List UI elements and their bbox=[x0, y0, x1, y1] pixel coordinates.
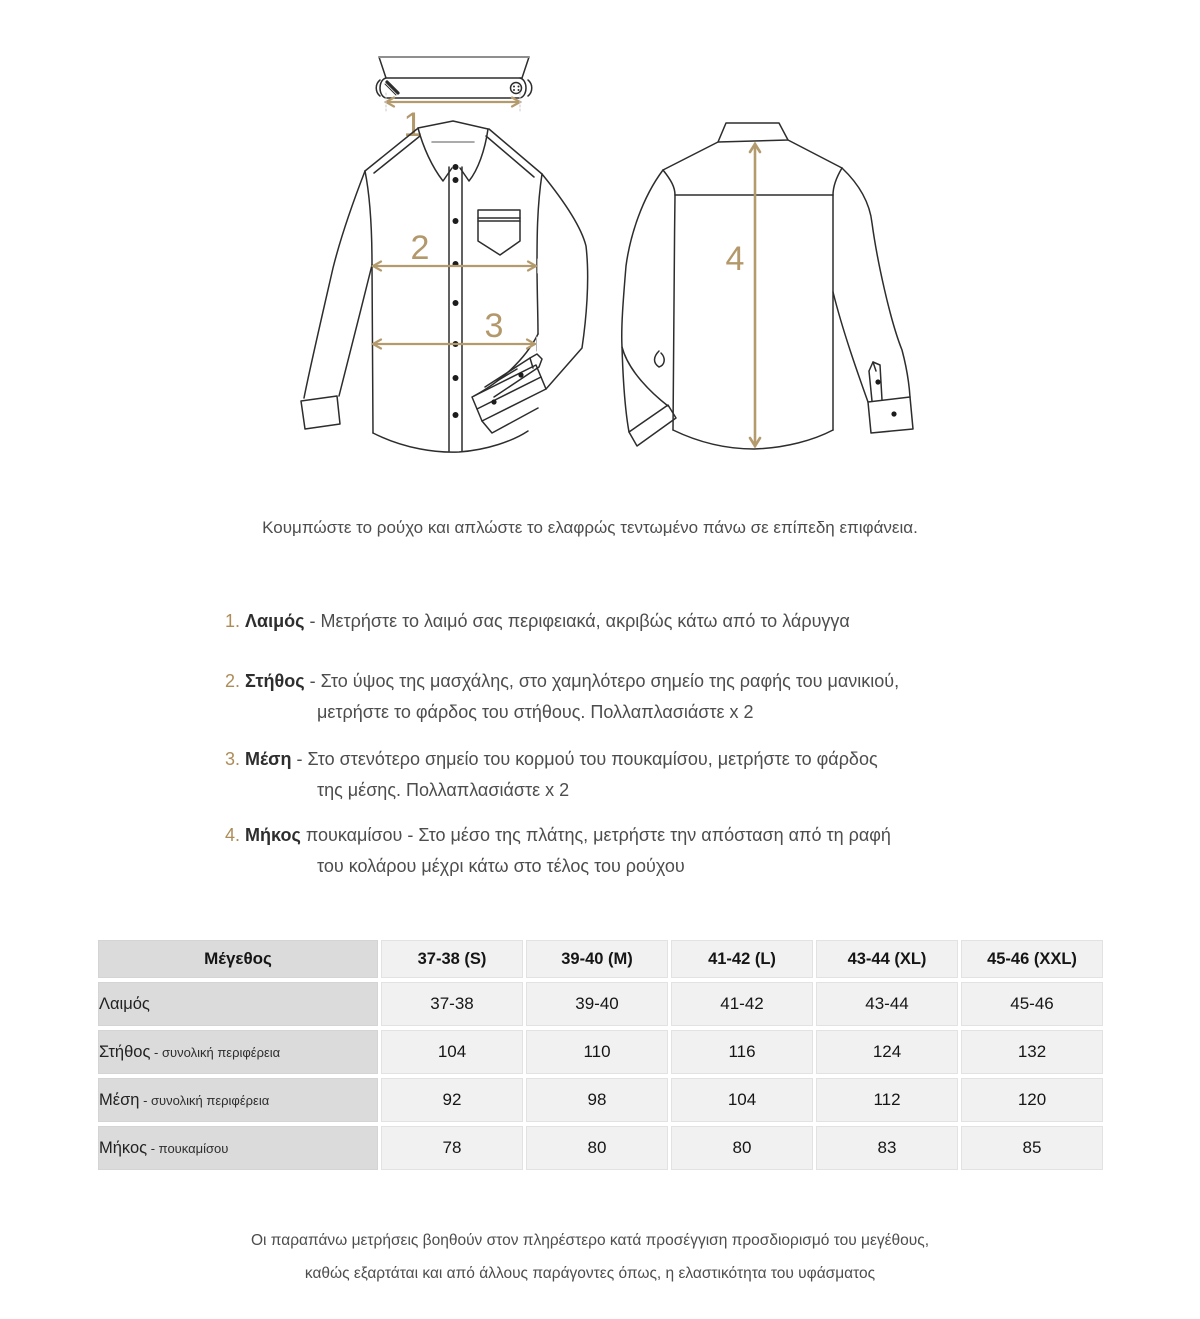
instruction-number: 3. bbox=[225, 749, 241, 769]
table-row-waist bbox=[98, 1078, 1103, 1122]
table-row-neck bbox=[98, 982, 1103, 1026]
size-value-cell: 85 bbox=[961, 1126, 1103, 1170]
size-value-cell: 104 bbox=[381, 1030, 523, 1074]
size-column-header: 45-46 (XXL) bbox=[961, 940, 1103, 978]
measurement-label: Στήθος - συνολική περιφέρεια bbox=[98, 1030, 378, 1074]
size-table bbox=[95, 936, 1106, 1174]
shirt-measurement-diagram bbox=[280, 40, 940, 500]
size-value-cell: 116 bbox=[671, 1030, 813, 1074]
size-value-cell: 78 bbox=[381, 1126, 523, 1170]
instruction-item-waist bbox=[225, 744, 1015, 806]
instruction-text-line2: του κολάρου μέχρι κάτω στο τέλος του ρούχου bbox=[317, 856, 685, 876]
size-value-cell: 132 bbox=[961, 1030, 1103, 1074]
measure-label-collar: 1 bbox=[403, 106, 423, 144]
instruction-text: - Στο ύψος της μασχάλης, στο χαμηλότερο σημείο της ραφής του μανικιού, bbox=[309, 671, 900, 691]
size-table-header-row bbox=[98, 940, 1103, 978]
back-shirt-drawing bbox=[622, 123, 913, 449]
instruction-text-line2: της μέσης. Πολλαπλασιάστε x 2 bbox=[317, 780, 570, 800]
size-value-cell: 124 bbox=[816, 1030, 958, 1074]
instruction-term: Στήθος bbox=[245, 671, 305, 691]
size-value-cell: 39-40 bbox=[526, 982, 668, 1026]
table-row-chest bbox=[98, 1030, 1103, 1074]
footer-line-1: Οι παραπάνω μετρήσεις βοηθούν στον πληρέστερο κατά προσέγγιση προσδιορισμό του μεγέθους, bbox=[250, 1232, 930, 1249]
size-value-cell: 41-42 bbox=[671, 982, 813, 1026]
measurement-label: Λαιμός bbox=[98, 982, 378, 1026]
measure-label-length: 4 bbox=[725, 240, 745, 278]
instruction-number: 1. bbox=[225, 611, 241, 631]
size-column-header: 43-44 (XL) bbox=[816, 940, 958, 978]
table-row-length bbox=[98, 1126, 1103, 1170]
footer-note bbox=[0, 1224, 1180, 1290]
size-column-header: 41-42 (L) bbox=[671, 940, 813, 978]
front-shirt-drawing bbox=[301, 121, 588, 452]
size-value-cell: 92 bbox=[381, 1078, 523, 1122]
instruction-term: Λαιμός bbox=[245, 611, 305, 631]
instruction-text-line2: μετρήστε το φάρδος του στήθους. Πολλαπλασιάστε x 2 bbox=[317, 702, 754, 722]
size-column-header: 37-38 (S) bbox=[381, 940, 523, 978]
size-value-cell: 45-46 bbox=[961, 982, 1103, 1026]
footer-line-2: καθώς εξαρτάται και από άλλους παράγοντες όπως, η ελαστικότητα του υφάσματος bbox=[304, 1265, 876, 1282]
size-column-header: 39-40 (M) bbox=[526, 940, 668, 978]
measurement-label: Μήκος - πουκαμίσου bbox=[98, 1126, 378, 1170]
instruction-number: 2. bbox=[225, 671, 241, 691]
size-value-cell: 80 bbox=[671, 1126, 813, 1170]
measure-label-waist: 3 bbox=[484, 307, 504, 345]
instruction-term: Μέση bbox=[245, 749, 292, 769]
measure-arrow-length bbox=[750, 144, 760, 446]
instruction-text: πουκαμίσου - Στο μέσο της πλάτης, μετρήστε την απόσταση από τη ραφή bbox=[305, 825, 891, 845]
collar-detail-drawing bbox=[376, 57, 532, 98]
size-value-cell: 80 bbox=[526, 1126, 668, 1170]
instruction-item-neck bbox=[225, 606, 1015, 637]
instruction-term: Μήκος bbox=[245, 825, 301, 845]
instruction-item-chest bbox=[225, 666, 1015, 728]
size-value-cell: 120 bbox=[961, 1078, 1103, 1122]
front-buttons bbox=[453, 164, 459, 418]
intro-text: Κουμπώστε το ρούχο και απλώστε το ελαφρώς τεντωμένο πάνω σε επίπεδη επιφάνεια. bbox=[262, 518, 918, 537]
collar-button-icon bbox=[513, 86, 520, 92]
measure-label-chest: 2 bbox=[410, 229, 430, 267]
instruction-text: - Μετρήστε το λαιμό σας περιφειακά, ακριβώς κάτω από το λάρυγγα bbox=[309, 611, 850, 631]
size-value-cell: 83 bbox=[816, 1126, 958, 1170]
size-value-cell: 110 bbox=[526, 1030, 668, 1074]
instruction-item-length bbox=[225, 820, 1015, 882]
size-value-cell: 37-38 bbox=[381, 982, 523, 1026]
size-value-cell: 43-44 bbox=[816, 982, 958, 1026]
size-value-cell: 104 bbox=[671, 1078, 813, 1122]
measurement-label: Μέση - συνολική περιφέρεια bbox=[98, 1078, 378, 1122]
size-value-cell: 98 bbox=[526, 1078, 668, 1122]
instruction-number: 4. bbox=[225, 825, 241, 845]
size-value-cell: 112 bbox=[816, 1078, 958, 1122]
size-column-header: Μέγεθος bbox=[98, 940, 378, 978]
measure-arrow-waist bbox=[373, 337, 537, 351]
instruction-text: - Στο στενότερο σημείο του κορμού του πουκαμίσου, μετρήστε το φάρδος bbox=[296, 749, 878, 769]
